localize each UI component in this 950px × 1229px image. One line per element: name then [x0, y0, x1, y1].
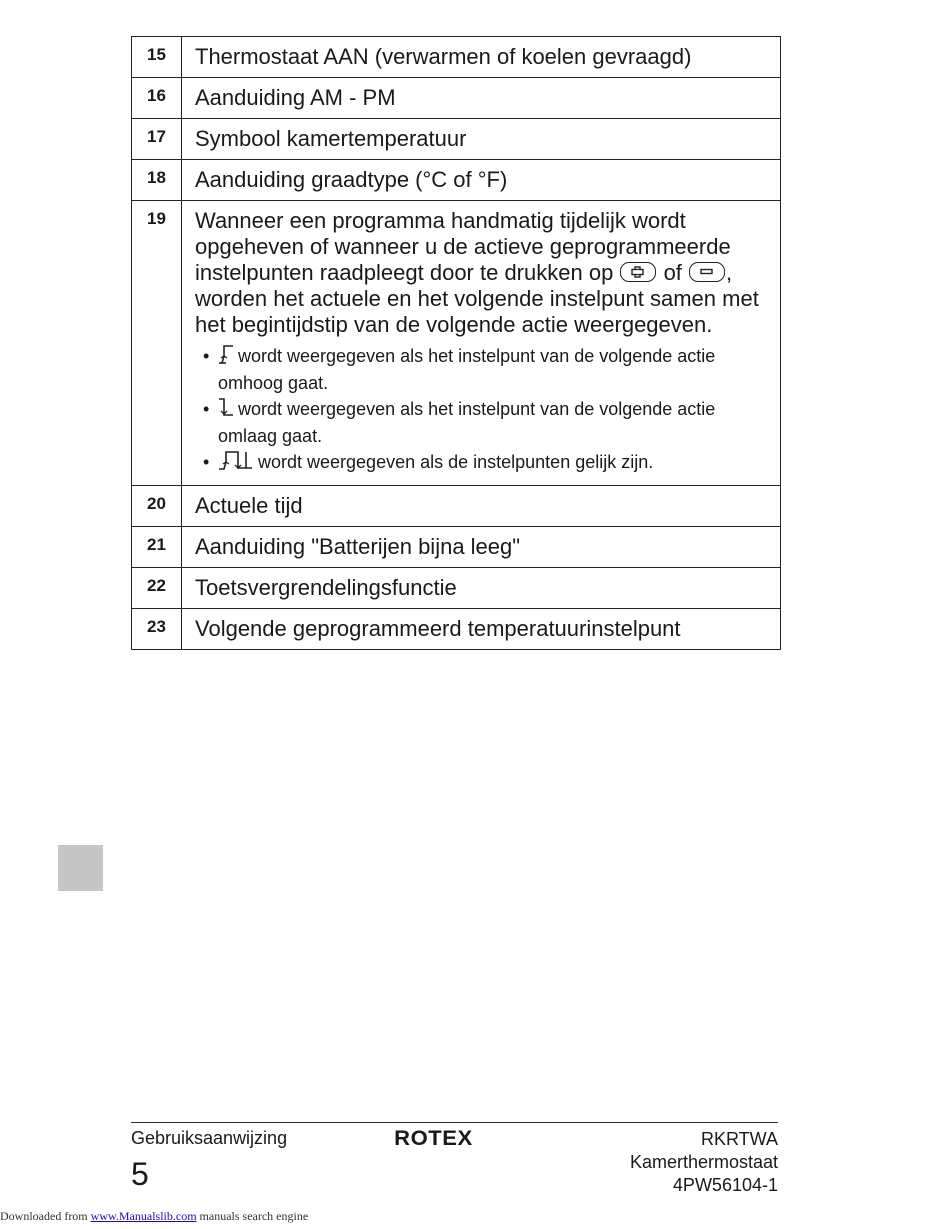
- step-up-down-icon: [218, 450, 254, 477]
- table-row: [132, 37, 781, 78]
- row-number: 18: [132, 160, 182, 201]
- brand-logo: ROTEX: [394, 1127, 473, 1150]
- bullet-dot: •: [203, 452, 210, 472]
- list-item: [203, 344, 768, 396]
- download-notice: [0, 1209, 308, 1224]
- list-item: [203, 450, 768, 477]
- chapter-side-tab: [58, 845, 103, 891]
- footer-divider: [131, 1122, 778, 1123]
- row-number: 17: [132, 119, 182, 160]
- step-up-icon: [218, 344, 234, 371]
- description-text-2: worden het actuele en het volgende instelpunt samen met het begintijdstip van de volgende actie weergegeven.: [195, 286, 759, 337]
- legend-table: [131, 36, 781, 650]
- row-number: 19: [132, 201, 182, 486]
- download-prefix: Downloaded from: [0, 1209, 88, 1223]
- step-down-icon: [218, 397, 234, 424]
- row-description: Aanduiding "Batterijen bijna leeg": [182, 527, 781, 568]
- bullet-dot: •: [203, 346, 210, 366]
- table-row: [132, 119, 781, 160]
- bullet-dot: •: [203, 399, 210, 419]
- row-description: Actuele tijd: [182, 486, 781, 527]
- table-row: [132, 568, 781, 609]
- minus-button-icon: [689, 262, 725, 282]
- row-description: Volgende geprogrammeerd temperatuurinstelpunt: [182, 609, 781, 650]
- bullet-text: wordt weergegeven als het instelpunt van de volgende actie omlaag gaat.: [218, 399, 716, 446]
- row-description: Aanduiding AM - PM: [182, 78, 781, 119]
- of-text: of: [663, 260, 682, 285]
- bullet-text: wordt weergegeven als het instelpunt van de volgende actie omhoog gaat.: [218, 346, 716, 393]
- table-row: [132, 160, 781, 201]
- bullet-list: [195, 344, 768, 477]
- footer-product-name: Kamerthermostaat: [629, 1152, 778, 1172]
- table-row: [132, 609, 781, 650]
- row-description: [182, 201, 781, 486]
- row-number: 23: [132, 609, 182, 650]
- table-row: [132, 527, 781, 568]
- row-number: 16: [132, 78, 182, 119]
- plus-button-icon: [620, 262, 656, 282]
- table-row: [132, 486, 781, 527]
- footer-doc-code: 4PW56104-1: [672, 1175, 778, 1195]
- footer-model: RKRTWA: [700, 1129, 778, 1149]
- list-item: [203, 397, 768, 449]
- page-number: 5: [131, 1156, 149, 1192]
- table-row: [132, 201, 781, 486]
- row-number: 15: [132, 37, 182, 78]
- description-text: Wanneer een programma handmatig tijdelijk wordt opgeheven of wanneer u de actieve geprogrammeerde instelpunten raadpleegt door te drukken op: [195, 208, 731, 285]
- bullet-text: wordt weergegeven als de instelpunten gelijk zijn.: [258, 452, 654, 472]
- footer-document-type: Gebruiksaanwijzing: [131, 1128, 288, 1148]
- table-row: [132, 78, 781, 119]
- row-description: Thermostaat AAN (verwarmen of koelen gevraagd): [182, 37, 781, 78]
- row-number: 21: [132, 527, 182, 568]
- footer-product-info: [630, 1128, 778, 1197]
- row-description: Toetsvergrendelingsfunctie: [182, 568, 781, 609]
- comma-text: ,: [726, 260, 733, 285]
- download-suffix: manuals search engine: [199, 1209, 309, 1223]
- row-number: 20: [132, 486, 182, 527]
- manualslib-link[interactable]: www.Manualslib.com: [90, 1209, 197, 1223]
- description-paragraph: [195, 208, 768, 338]
- row-description: Aanduiding graadtype (°C of °F): [182, 160, 781, 201]
- row-description: Symbool kamertemperatuur: [182, 119, 781, 160]
- row-number: 22: [132, 568, 182, 609]
